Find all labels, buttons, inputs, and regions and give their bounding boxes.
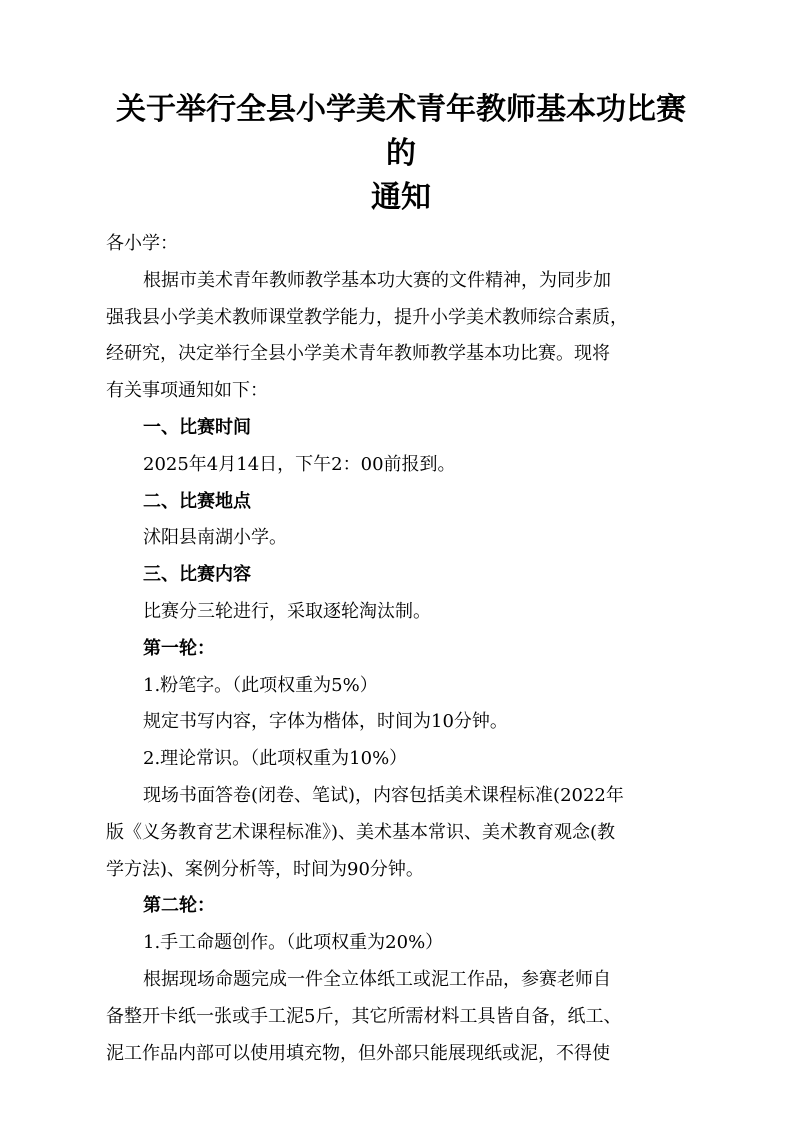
round-2-item-1-line-1: 根据现场命题完成一件全立体纸工或泥工作品，参赛老师自	[143, 968, 611, 990]
document-page	[106, 88, 696, 1072]
intro-line-4: 有关事项通知如下：	[106, 380, 268, 402]
intro-line-3: 经研究，决定举行全县小学美术青年教师教学基本功比赛。现将	[106, 343, 610, 365]
title-line-2: 通知	[371, 180, 431, 215]
section-location-heading: 二、比赛地点	[143, 490, 251, 512]
round-2-item-1-line-3: 泥工作品内部可以使用填充物，但外部只能展现纸或泥，不得使	[106, 1042, 610, 1064]
round-1-heading: 第一轮：	[143, 637, 215, 659]
section-content-text: 比赛分三轮进行，采取逐轮淘汰制。	[143, 600, 431, 622]
salutation: 各小学：	[106, 233, 178, 254]
section-time-heading: 一、比赛时间	[143, 416, 251, 438]
round-1-item-2-line-1: 现场书面答卷(闭卷、笔试)，内容包括美术课程标准(2022年	[143, 784, 624, 806]
round-1-item-2-line-2: 版《义务教育艺术课程标准》)、美术基本常识、美术教育观念(教	[106, 821, 616, 843]
round-1-item-1-text: 规定书写内容，字体为楷体，时间为10分钟。	[143, 711, 508, 733]
intro-line-2: 强我县小学美术教师课堂教学能力，提升小学美术教师综合素质，	[106, 306, 628, 328]
section-time-text: 2025年4月14日，下午2：00前报到。	[143, 453, 456, 475]
intro-line-1: 根据市美术青年教师教学基本功大赛的文件精神，为同步加	[143, 269, 611, 291]
round-2-heading: 第二轮：	[143, 895, 215, 917]
round-1-item-2-line-3: 学方法)、案例分析等，时间为90分钟。	[106, 858, 424, 880]
document-title	[106, 88, 696, 220]
round-2-item-1: 1.手工命题创作。（此项权重为20%）	[143, 932, 444, 954]
title-line-1: 关于举行全县小学美术青年教师基本功比赛的	[116, 92, 686, 171]
round-1-item-2: 2.理论常识。（此项权重为10%）	[143, 748, 408, 770]
round-1-item-1: 1.粉笔字。（此项权重为5%）	[143, 674, 378, 696]
round-2-item-1-line-2: 备整开卡纸一张或手工泥5斤，其它所需材料工具皆自备，纸工、	[106, 1005, 622, 1027]
section-content-heading: 三、比赛内容	[143, 564, 251, 586]
section-location-text: 沭阳县南湖小学。	[143, 527, 287, 549]
